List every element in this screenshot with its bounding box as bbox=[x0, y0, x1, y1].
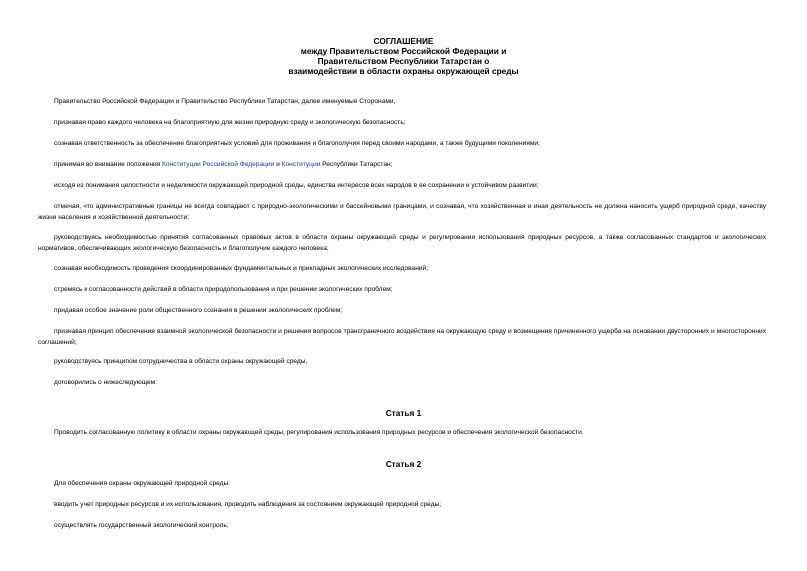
article-1-heading: Статья 1 bbox=[385, 408, 422, 418]
constitution-rf-link[interactable]: Конституции Российской Федерации bbox=[162, 161, 275, 168]
paragraph-coordination: стремясь к согласованности действий в области природопользования и при решении экологических проблем; bbox=[54, 286, 393, 293]
paragraph-right: признавая право каждого человека на благоприятную для жизни природную среду и экологическую безопасность; bbox=[54, 119, 406, 126]
document-title bbox=[0, 36, 807, 76]
paragraph-integrity: исходя из понимания целостности и неделимости окружающей природной среды, единства интересов всех народов в ее сохранении и устойчивом развитии; bbox=[54, 182, 539, 189]
paragraph-research: сознавая необходимость проведения скоординированных фундаментальных и прикладных экологических исследований; bbox=[54, 265, 429, 272]
paragraph-responsibility: сознавая ответственность за обеспечение благоприятных условий для проживания и благополучия перед своими народами, а также будущими поколениями; bbox=[54, 140, 540, 147]
article-1-text: Проводить согласованную политику в области охраны окружающей среды, регулирования использования природных ресурсов и обеспечения экологической безопасности. bbox=[54, 429, 584, 436]
paragraph-text: принимая во внимание положения bbox=[54, 161, 163, 168]
title-line: взаимодействии в области охраны окружающей среды bbox=[288, 66, 519, 76]
constitution-rt-link[interactable]: Конституции bbox=[281, 161, 321, 168]
title-line: между Правительством Российской Федерации и bbox=[300, 46, 507, 56]
paragraph-public-awareness: придавая особое значение роли общественного сознания в решении экологических проблем; bbox=[54, 307, 343, 314]
paragraph-text: Республики Татарстан; bbox=[320, 161, 393, 168]
paragraph-text: и bbox=[274, 161, 282, 168]
paragraph-legal-acts: руководствуясь необходимостью принятия согласованных правовых актов в области охраны окружающей среды и регулирования использования природных ресурсов, а также согласованных стандартов и экологических нормативов, обеспечивающих экологическую безопасность и благополучие каждого человека; bbox=[38, 234, 766, 252]
paragraph-boundaries: отмечая, что административные границы не всегда совпадают с природно-экологическими и бассейновыми границами, и сознавая, что хозяйственная и иная деятельность не должна наносить ущерб природной среде, качеству жизни населения и хозяйственной деятельности; bbox=[38, 203, 766, 221]
article-2-item: вводить учет природных ресурсов и их использования, проводить наблюдения за состоянием окружающей природной среды; bbox=[54, 501, 442, 508]
paragraph-parties: Правительство Российской Федерации и Правительство Республики Татарстан, далее именуемые Сторонами, bbox=[54, 98, 396, 105]
paragraph-agreed: договорились о нижеследующем: bbox=[54, 379, 158, 386]
article-2-item: осуществлять государственный экологический контроль; bbox=[54, 522, 229, 529]
paragraph-mutual-safety: признавая принцип обеспечения взаимной экологической безопасности и решения вопросов трансграничного воздействия на окружающую среду и возмещения причиненного ущерба на основании двусторонних и многосторонних соглашений; bbox=[38, 328, 766, 346]
article-2-heading: Статья 2 bbox=[385, 459, 422, 469]
title-line: Правительством Республики Татарстан о bbox=[317, 56, 490, 66]
article-2-intro: Для обеспечения охраны окружающей природной среды: bbox=[54, 480, 231, 487]
paragraph-cooperation: руководствуясь принципом сотрудничества в области охраны окружающей среды, bbox=[54, 358, 308, 365]
paragraph-constitution bbox=[38, 160, 766, 171]
title-line: СОГЛАШЕНИЕ bbox=[373, 36, 434, 46]
